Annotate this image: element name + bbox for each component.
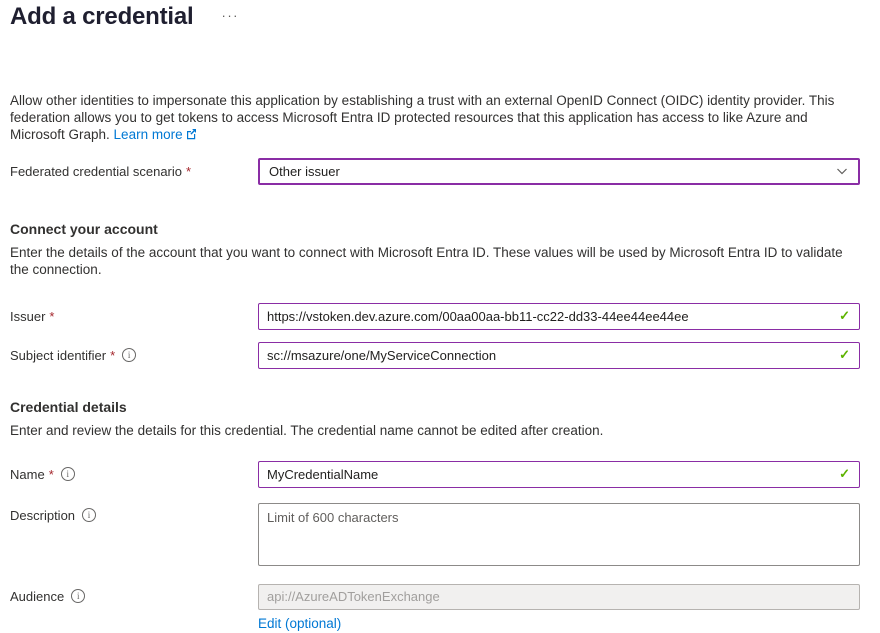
audience-row — [10, 584, 860, 633]
issuer-input[interactable] — [258, 303, 860, 330]
pane-header — [10, 2, 860, 32]
description-textarea[interactable] — [258, 503, 860, 566]
intro-text: Allow other identities to impersonate this application by establishing a trust with an external OpenID Connect (OIDC) identity provider. This federation allows you to get tokens to access Microsoft Entra ID protected resources that this application has access to like Azure and Microsoft Graph. — [10, 93, 835, 142]
details-section-heading: Credential details — [10, 398, 127, 415]
details-section-description: Enter and review the details for this credential. The credential name cannot be edited after creation. — [10, 422, 604, 438]
issuer-field — [258, 303, 860, 330]
description-row — [10, 503, 860, 571]
scenario-row — [10, 158, 860, 185]
name-label-text: Name — [10, 466, 45, 482]
learn-more-label: Learn more — [113, 127, 183, 142]
connect-section-heading: Connect your account — [10, 220, 158, 237]
name-field — [258, 461, 860, 488]
subject-identifier-label-text: Subject identifier — [10, 347, 107, 363]
info-icon[interactable]: i — [61, 467, 75, 481]
audience-edit-link[interactable]: Edit (optional) — [258, 615, 342, 631]
external-link-icon — [185, 127, 197, 144]
more-options-button[interactable]: ··· — [218, 6, 244, 25]
scenario-selected-value: Other issuer — [269, 163, 340, 179]
description-label — [10, 508, 258, 523]
name-label — [10, 467, 258, 482]
learn-more-link[interactable] — [114, 127, 197, 142]
name-row — [10, 461, 860, 488]
page-title: Add a credential — [10, 3, 194, 30]
issuer-row — [10, 303, 860, 330]
audience-label-text: Audience — [10, 588, 65, 604]
required-asterisk: * — [186, 163, 192, 179]
valid-check-icon: ✓ — [839, 466, 850, 481]
description-label-text: Description — [10, 507, 76, 523]
info-icon[interactable]: i — [71, 589, 85, 603]
audience-label — [10, 589, 258, 604]
issuer-label-text: Issuer — [10, 308, 46, 324]
scenario-label-text: Federated credential scenario — [10, 163, 182, 179]
audience-field — [258, 584, 860, 633]
scenario-field — [258, 158, 860, 185]
subject-identifier-field — [258, 342, 860, 369]
scenario-label — [10, 164, 258, 179]
subject-identifier-row — [10, 342, 860, 369]
issuer-label — [10, 309, 258, 324]
valid-check-icon: ✓ — [839, 347, 850, 362]
required-asterisk: * — [49, 308, 55, 324]
intro-paragraph — [10, 92, 860, 144]
required-asterisk: * — [48, 466, 54, 482]
info-icon[interactable]: i — [122, 348, 136, 362]
chevron-down-icon — [835, 164, 849, 178]
info-icon[interactable]: i — [82, 508, 96, 522]
audience-input — [258, 584, 860, 610]
subject-identifier-label — [10, 348, 258, 363]
connect-section-description: Enter the details of the account that you want to connect with Microsoft Entra ID. These values will be used by Microsoft Entra ID to validate the connection. — [10, 244, 843, 277]
valid-check-icon: ✓ — [839, 308, 850, 323]
description-field — [258, 503, 860, 571]
scenario-select[interactable] — [258, 158, 860, 185]
subject-identifier-input[interactable] — [258, 342, 860, 369]
required-asterisk: * — [110, 347, 116, 363]
name-input[interactable] — [258, 461, 860, 488]
